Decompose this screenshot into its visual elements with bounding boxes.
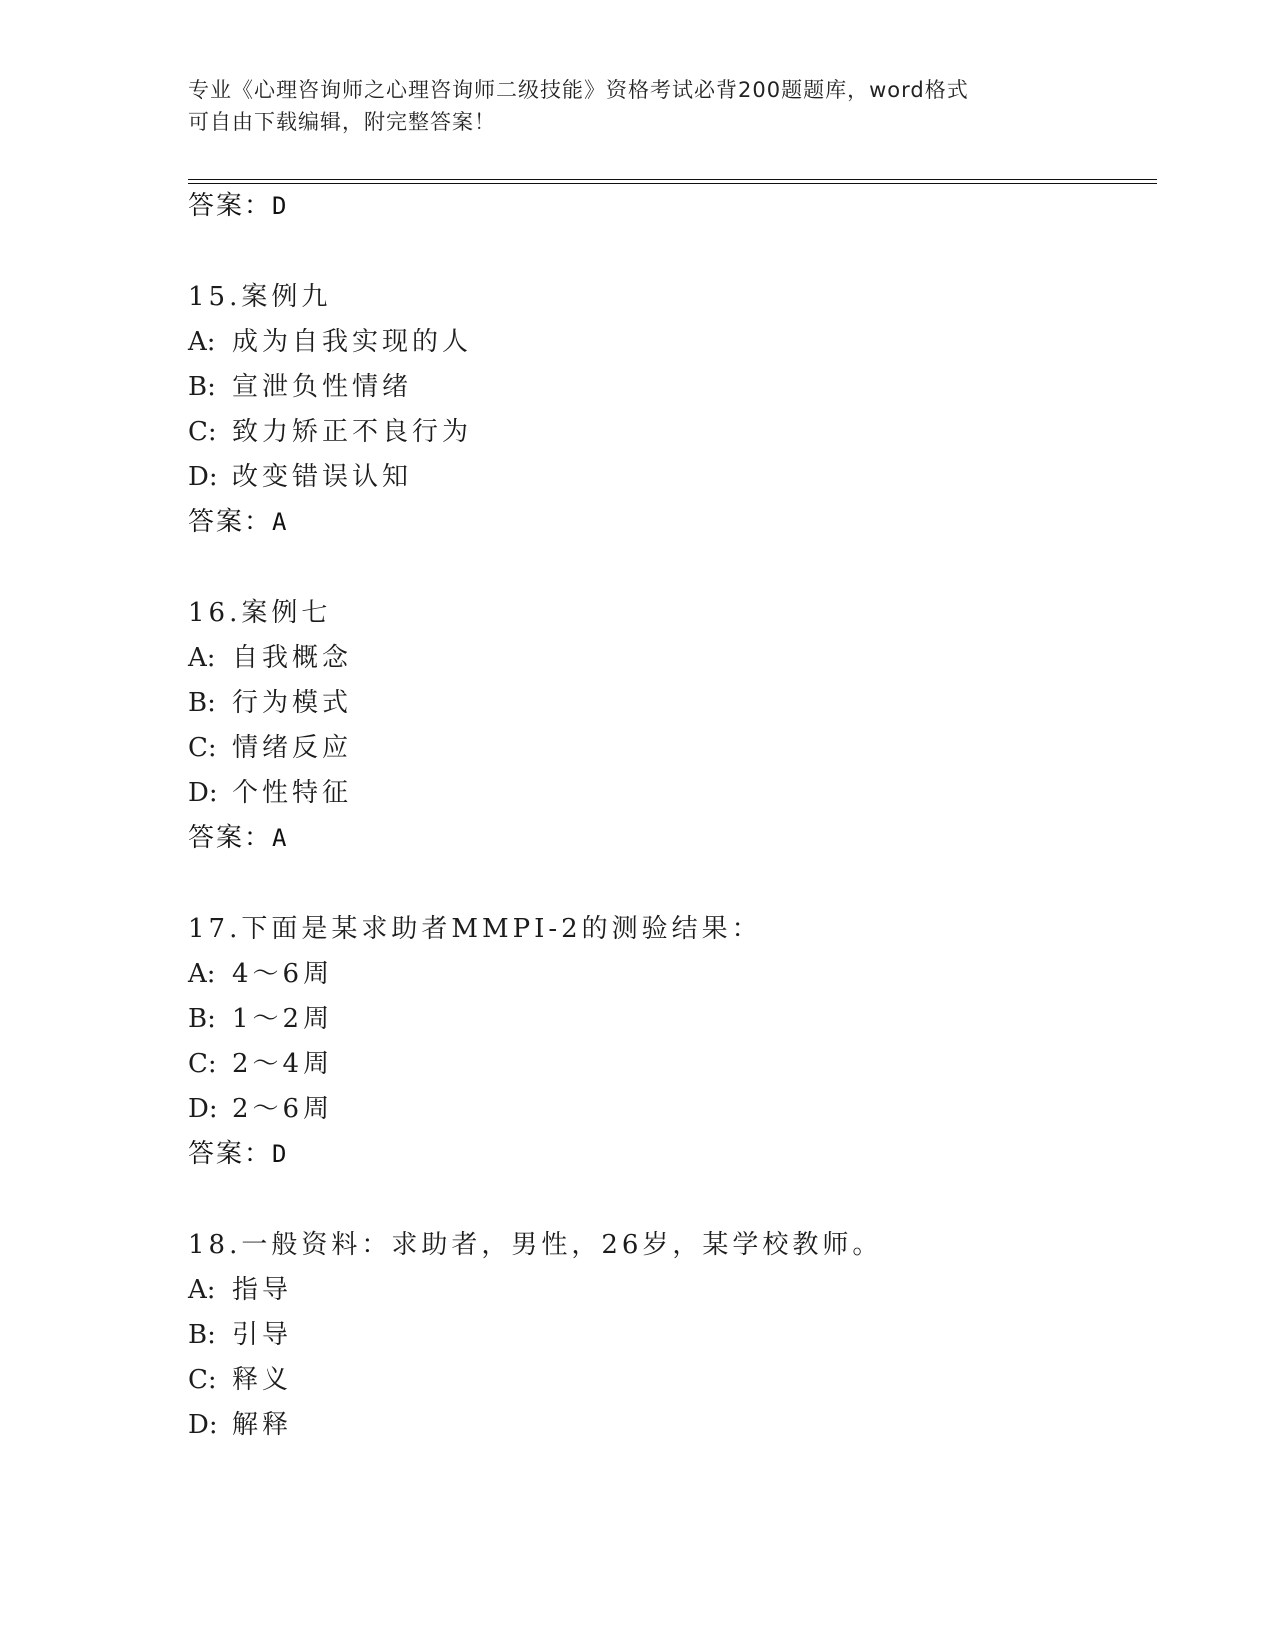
option-key: C: [188,1365,217,1395]
answer-label: 答案： [188,191,273,221]
option-c [188,732,352,764]
option-a [188,326,472,358]
question-18 [188,1229,882,1454]
option-c [188,416,472,448]
question-title: 15.案例九 [188,282,332,312]
option-key: A: [188,643,216,673]
option-text: 释义 [232,1365,293,1395]
option-a [188,1274,882,1306]
answer-value: D [272,192,287,220]
answer-value: D [272,1140,287,1168]
option-key: D: [188,1094,218,1124]
option-key: B: [188,372,216,402]
option-b [188,371,472,403]
answer-14 [188,190,286,222]
option-c [188,1048,762,1080]
question-15 [188,281,472,506]
option-text: 致力矫正不良行为 [232,417,473,447]
option-d [188,1093,762,1125]
answer-value: A [272,824,287,852]
option-key: B: [188,1004,216,1034]
option-text: 成为自我实现的人 [232,327,473,357]
question-title: 16.案例七 [188,598,332,628]
question-title: 18.一般资料：求助者，男性，26岁，某学校教师。 [188,1230,883,1260]
question-17 [188,913,762,1138]
answer-15 [188,506,286,538]
option-text: 2～4周 [232,1049,334,1079]
option-key: D: [188,778,218,808]
option-text: 改变错误认知 [232,462,413,492]
option-key: D: [188,462,218,492]
option-key: B: [188,1320,216,1350]
answer-17 [188,1138,286,1170]
document-header [188,74,1088,138]
option-text: 2～6周 [232,1094,334,1124]
option-text: 宣泄负性情绪 [232,372,413,402]
option-text: 个性特征 [232,778,353,808]
option-key: A: [188,1275,216,1305]
option-key: A: [188,959,216,989]
option-text: 指导 [232,1275,293,1305]
answer-label: 答案： [188,1139,273,1169]
option-a [188,958,762,990]
answer-label: 答案： [188,823,273,853]
option-text: 解释 [232,1410,293,1440]
answer-16 [188,822,286,854]
option-d [188,461,472,493]
header-line-1: 专业《心理咨询师之心理咨询师二级技能》资格考试必背200题题库，word格式 [188,78,969,102]
question-16 [188,597,352,822]
question-title: 17.下面是某求助者MMPI-2的测验结果： [188,914,762,944]
option-key: C: [188,1049,217,1079]
option-b [188,1003,762,1035]
option-d [188,777,352,809]
option-b [188,687,352,719]
answer-label: 答案： [188,507,273,537]
option-d [188,1409,882,1441]
option-c [188,1364,882,1396]
option-text: 引导 [232,1320,293,1350]
option-text: 情绪反应 [232,733,353,763]
header-line-2: 可自由下载编辑，附完整答案！ [188,110,496,134]
option-text: 行为模式 [232,688,353,718]
header-divider-bottom [188,183,1157,184]
option-text: 1～2周 [232,1004,334,1034]
answer-value: A [272,508,287,536]
option-text: 自我概念 [232,643,353,673]
option-a [188,642,352,674]
option-key: A: [188,327,216,357]
option-b [188,1319,882,1351]
option-key: C: [188,417,217,447]
header-divider-top [188,179,1157,180]
option-key: B: [188,688,216,718]
option-key: D: [188,1410,218,1440]
option-text: 4～6周 [232,959,334,989]
option-key: C: [188,733,217,763]
